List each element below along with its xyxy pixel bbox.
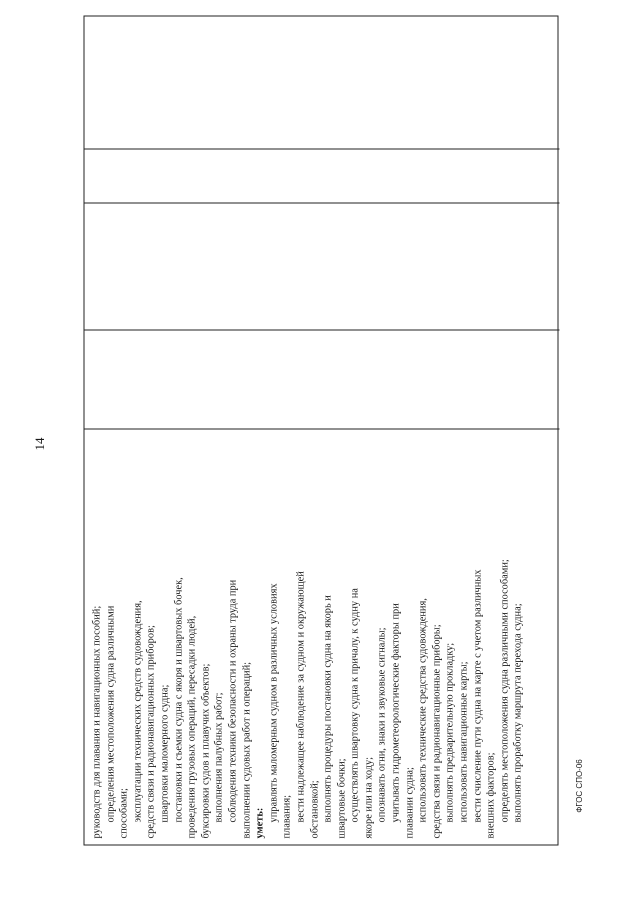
content-line: управлять маломерным судном в различных условиях (267, 582, 279, 822)
empty-cell-3 (84, 148, 559, 202)
content-line: учитывать гидрометеорологические факторы при (390, 602, 402, 822)
footer-code: ФГОС СПО-06 (575, 759, 584, 813)
competency-table (83, 15, 558, 845)
content-line: плавания; (281, 794, 293, 838)
content-line: соблюдения техники безопасности и охраны труда при (226, 579, 238, 822)
content-line: использовать навигационные карты; (458, 660, 470, 822)
content-line: выполнении судовых работ и операций; (240, 661, 252, 838)
content-line: постановки и съемки судна с якоря и швартовых бочек, (172, 576, 184, 822)
content-line: вести счисление пути судна на карте с учетом различных (471, 568, 483, 822)
content-line: опознавать огни, знаки и звуковые сигналы; (376, 626, 388, 822)
empty-cell-1 (84, 329, 559, 428)
content-line: внешних факторов; (485, 751, 497, 838)
content-line: якоре или на ходу; (362, 756, 374, 838)
content-line: буксировки судов и плавучих объектов; (199, 663, 211, 838)
content-line: выполнять процедуры постановки судна на якорь и (322, 594, 334, 822)
empty-cell-2 (84, 202, 559, 329)
content-line: швартовые бочки; (335, 757, 347, 838)
content-line: проведения грузовых операций, пересадки людей, (186, 615, 198, 838)
content-line: вести надлежащее наблюдение за судном и окружающей (294, 570, 306, 822)
content-line: средств связи и радионавигационных приборов; (145, 624, 157, 838)
content-line: осуществлять швартовку судна к причалу, к судну на (349, 587, 361, 822)
content-line: определять местоположения судна различными способами; (498, 558, 510, 822)
table-wrapper (83, 15, 558, 845)
content-line: обстановкой; (308, 779, 320, 838)
content-line: плавании судна; (403, 766, 415, 838)
content-line: выполнения палубных работ; (213, 691, 225, 822)
content-line: швартовки маломерного судна; (158, 684, 170, 822)
content-line: способами; (118, 787, 130, 838)
content-line: использовать технические средства судовождения, (417, 597, 429, 822)
content-text (84, 429, 527, 844)
content-line: уметь: (254, 807, 266, 838)
content-line: определения местоположения судна различными (104, 605, 116, 822)
content-line: выполнять проработку маршрута перехода судна; (512, 602, 524, 822)
content-line: руководств для плавания и навигационных пособий; (91, 605, 102, 838)
content-line: выполнять предварительную прокладку; (444, 642, 456, 822)
content-cell (84, 428, 559, 844)
page-number: 14 (32, 437, 47, 451)
content-line: эксплуатации технических средств судовождения, (131, 599, 143, 822)
empty-cell-4 (84, 14, 559, 148)
content-line: средства связи и радионавигационные приборы; (430, 623, 442, 838)
